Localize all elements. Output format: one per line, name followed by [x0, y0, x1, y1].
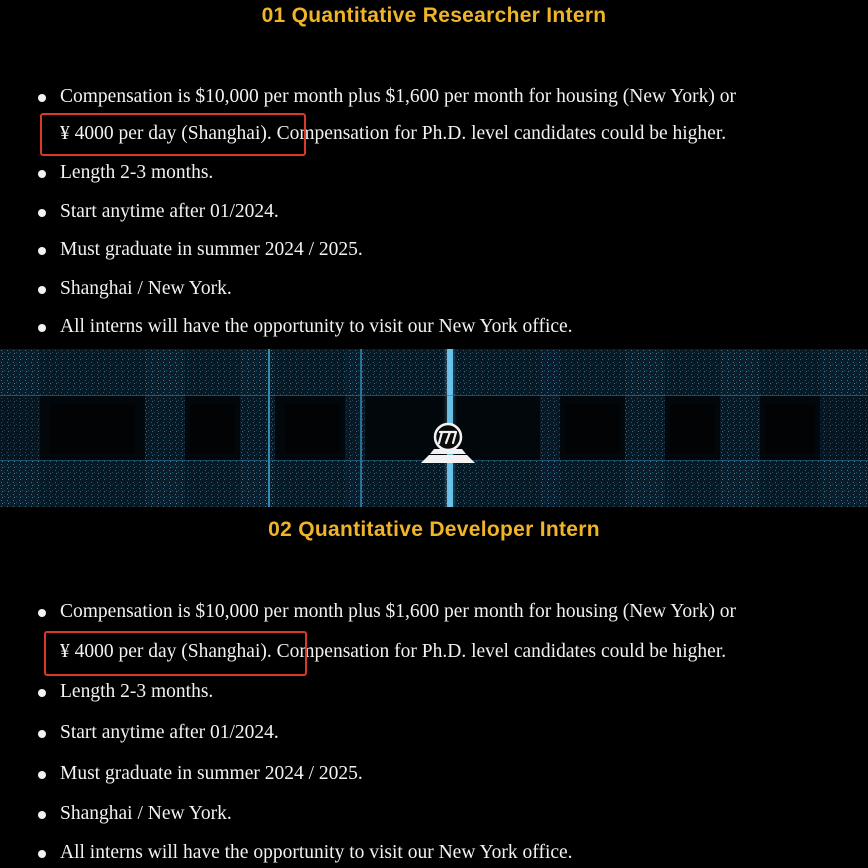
bullet-dot [38, 730, 46, 738]
location-text: Shanghai / New York. [60, 803, 232, 824]
list-item-compensation [0, 82, 868, 112]
list-item-length [0, 677, 868, 707]
bullet-dot [38, 811, 46, 819]
phd-note: Compensation for Ph.D. level candidates could be higher. [271, 123, 727, 144]
bullet-dot [38, 286, 46, 294]
length-text: Length 2-3 months. [60, 681, 214, 702]
bullet-dot [38, 94, 46, 102]
list-item-visit [0, 312, 868, 342]
section-title: 02 Quantitative Developer Intern [268, 518, 600, 541]
list-item-visit [0, 838, 868, 868]
compensation-line-1: Compensation is $10,000 per month plus $1,600 per month for housing (New York) or [60, 601, 736, 622]
compensation-line-1: Compensation is $10,000 per month plus $1,600 per month for housing (New York) or [60, 86, 736, 107]
shanghai-rate-highlight: ¥ 4000 per day (Shanghai). [60, 641, 272, 662]
graduate-text: Must graduate in summer 2024 / 2025. [60, 239, 363, 260]
list-item-start [0, 718, 868, 748]
list-item-length [0, 158, 868, 188]
bullet-dot [38, 209, 46, 217]
bullet-dot [38, 771, 46, 779]
location-text: Shanghai / New York. [60, 278, 232, 299]
bullet-dot [38, 689, 46, 697]
bullet-dot [38, 170, 46, 178]
highlight-box [40, 113, 306, 156]
start-text: Start anytime after 01/2024. [60, 201, 279, 222]
highlight-box [44, 631, 307, 676]
section-title: 01 Quantitative Researcher Intern [261, 4, 607, 27]
start-text: Start anytime after 01/2024. [60, 722, 279, 743]
list-item-start [0, 197, 868, 227]
bullet-dot [38, 324, 46, 332]
bullet-dot [38, 850, 46, 858]
list-item-location [0, 799, 868, 829]
shanghai-rate-highlight: ¥ 4000 per day (Shanghai). [60, 123, 272, 144]
graduate-text: Must graduate in summer 2024 / 2025. [60, 763, 363, 784]
visit-text: All interns will have the opportunity to visit our New York office. [60, 316, 573, 337]
banner-art [0, 349, 868, 507]
list-item-graduate [0, 759, 868, 789]
phd-note: Compensation for Ph.D. level candidates could be higher. [271, 641, 727, 662]
list-item-compensation [0, 597, 868, 627]
list-item-graduate [0, 235, 868, 265]
bullet-dot [38, 247, 46, 255]
bullet-dot [38, 609, 46, 617]
length-text: Length 2-3 months. [60, 162, 214, 183]
visit-text: All interns will have the opportunity to visit our New York office. [60, 842, 573, 863]
decorative-banner [0, 349, 868, 507]
list-item-location [0, 274, 868, 304]
